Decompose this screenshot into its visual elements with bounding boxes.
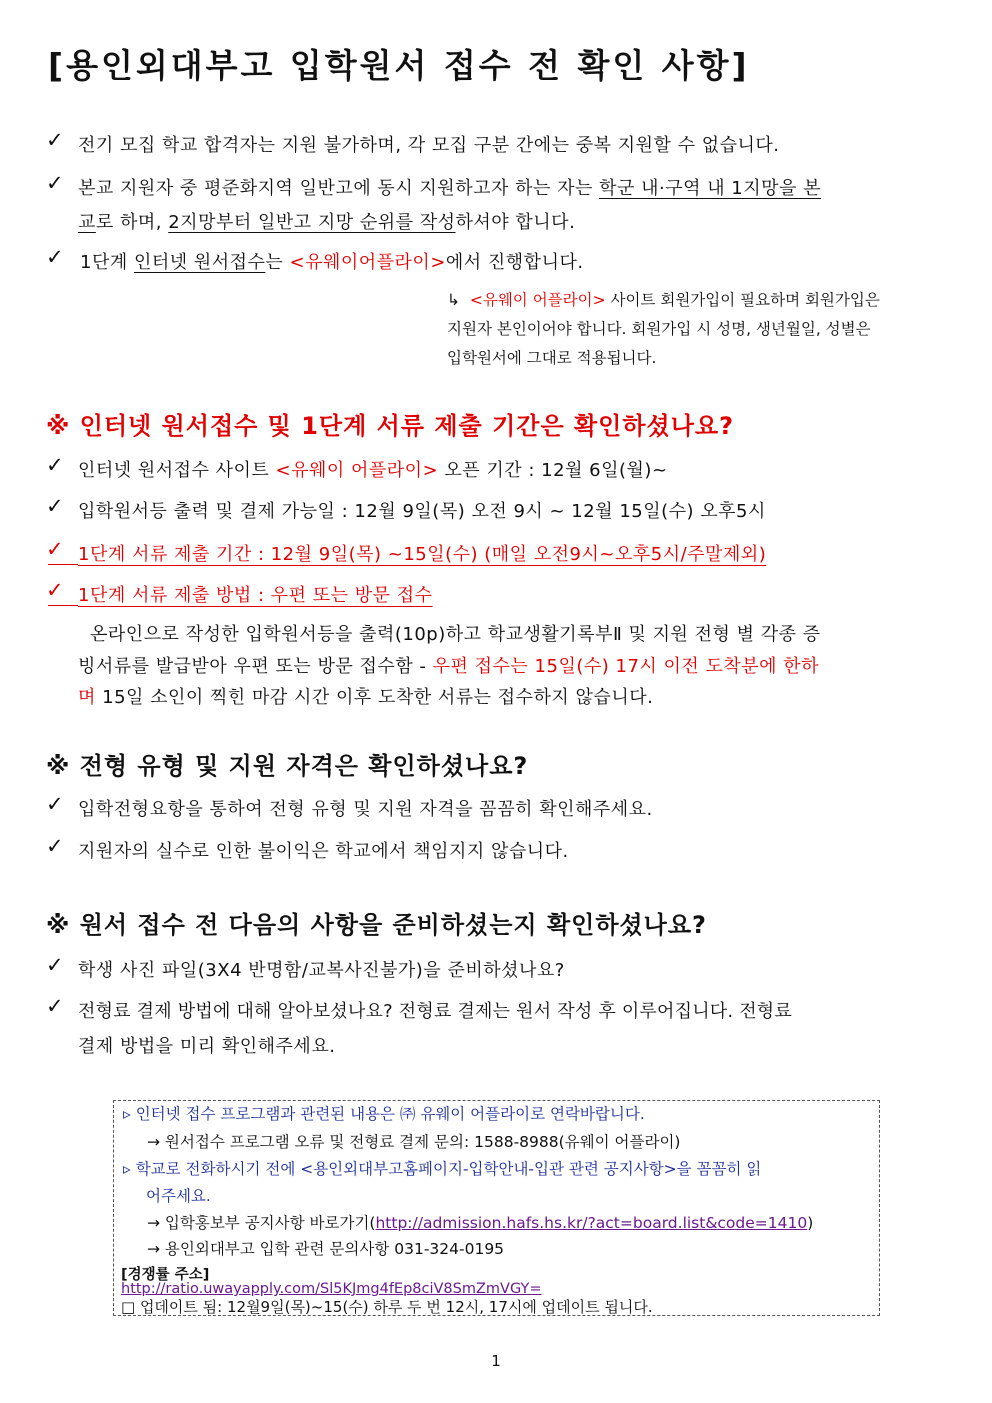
section-1-item-1-text: 인터넷 원서접수 사이트 bbox=[78, 460, 276, 481]
section-1-item-1-text-2: 오픈 기간 : 12월 6일(월)~ bbox=[438, 460, 668, 481]
section-2-heading: ※ 전형 유형 및 지원 자격은 확인하셨나요? bbox=[46, 752, 529, 780]
section-2-item-2: 지원자의 실수로 인한 불이익은 학교에서 책임지지 않습니다. bbox=[78, 841, 569, 862]
intro-item-3-text-2: 는 bbox=[265, 252, 290, 273]
check-icon: ✓ bbox=[46, 453, 64, 477]
note-line-2: 지원자 본인이어야 합니다. 회원가입 시 성명, 생년월일, 성별은 bbox=[447, 320, 871, 338]
note-line-3: 입학원서에 그대로 적용됩니다. bbox=[447, 349, 657, 367]
note-text-1: 사이트 회원가입이 필요하며 회원가입은 bbox=[605, 291, 880, 309]
return-arrow-icon: ↳ bbox=[447, 291, 460, 309]
update-note: □ 업데이트 됨: 12월9일(목)~15(수) 하루 두 번 12시, 17시에 업데이트 됩니다. bbox=[121, 1298, 653, 1316]
check-icon: ✓ bbox=[46, 834, 64, 858]
ratio-link[interactable]: http://ratio.uwayapply.com/Sl5KJmg4fEp8ciV8SmZmVGY= bbox=[121, 1281, 542, 1297]
page-title: [용인외대부고 입학원서 접수 전 확인 사항] bbox=[48, 46, 750, 85]
section-1-item-3: 1단계 서류 제출 기간 : 12월 9일(목) ~15일(수) (매일 오전9시~오후5시/주말제외) bbox=[78, 544, 767, 565]
intro-item-3-text-3: 에서 진행합니다. bbox=[445, 252, 584, 273]
intro-item-2-underlined-cont: 교 bbox=[78, 212, 96, 233]
intro-item-1: 전기 모집 학교 합격자는 지원 불가하며, 각 모집 구분 간에는 중복 지원할 수 없습니다. bbox=[78, 135, 780, 156]
check-icon: ✓ bbox=[46, 994, 64, 1018]
ratio-label: [경쟁률 주소] bbox=[121, 1267, 210, 1283]
check-icon: ✓ bbox=[46, 128, 64, 152]
intro-item-2-line-2 bbox=[78, 208, 575, 234]
check-icon: ✓ bbox=[46, 494, 64, 518]
section-1-paragraph-line-1: 온라인으로 작성한 입학원서등을 출력(10p)하고 학교생활기록부Ⅱ 및 지원 전형 별 각종 증 bbox=[90, 624, 821, 645]
intro-item-2-text: 본교 지원자 중 평준화지역 일반고에 동시 지원하고자 하는 자는 bbox=[78, 178, 600, 199]
intro-item-3-site-name: <유웨이어플라이> bbox=[289, 252, 446, 273]
info-line-5-text: → 입학홍보부 공지사항 바로가기( bbox=[147, 1214, 376, 1232]
check-icon: ✓ bbox=[46, 171, 64, 195]
intro-item-3 bbox=[80, 248, 584, 274]
intro-item-3-underlined: 인터넷 원서접수 bbox=[133, 252, 266, 273]
info-line-4: 어주세요. bbox=[146, 1187, 211, 1205]
intro-item-2-text-2: 로 하며, bbox=[95, 212, 169, 233]
section-1-item-1-site: <유웨이 어플라이> bbox=[275, 460, 439, 481]
section-1-heading: ※ 인터넷 원서접수 및 1단계 서류 제출 기간은 확인하셨나요? bbox=[46, 412, 735, 440]
notice-link[interactable]: http://admission.hafs.hs.kr/?act=board.list&code=1410 bbox=[375, 1214, 808, 1232]
intro-item-2-underlined: 학군 내·구역 내 1지망을 본 bbox=[599, 178, 822, 199]
check-icon: ✓ bbox=[46, 953, 64, 977]
info-line-2: → 원서접수 프로그램 오류 및 전형료 결제 문의: 1588-8988(유웨이 어플라이) bbox=[147, 1133, 681, 1151]
info-line-3: ▹ 학교로 전화하시기 전에 <용인외대부고홈페이지-입학안내-입관 관련 공지사항>을 꼼꼼히 읽 bbox=[123, 1160, 762, 1178]
page-number: 1 bbox=[491, 1352, 501, 1370]
check-icon: ✓ bbox=[46, 245, 64, 269]
section-1-paragraph-text: 빙서류를 발급받아 우편 또는 방문 접수함 - bbox=[78, 656, 433, 677]
underline-extension bbox=[48, 605, 78, 606]
underline-extension bbox=[48, 564, 78, 565]
section-1-item-4: 1단계 서류 제출 방법 : 우편 또는 방문 접수 bbox=[78, 585, 433, 606]
info-line-6: → 용인외대부고 입학 관련 문의사항 031-324-0195 bbox=[147, 1240, 505, 1258]
section-3-item-1: 학생 사진 파일(3X4 반명함/교복사진불가)을 준비하셨나요? bbox=[78, 960, 565, 981]
info-line-5-close: ) bbox=[807, 1214, 814, 1232]
section-1-paragraph-line-3 bbox=[78, 683, 653, 709]
section-1-paragraph-line-2 bbox=[78, 652, 819, 678]
section-1-item-2: 입학원서등 출력 및 결제 가능일 : 12월 9일(목) 오전 9시 ~ 12월 15일(수) 오후5시 bbox=[78, 501, 766, 522]
note-line-1 bbox=[447, 288, 880, 310]
check-icon: ✓ bbox=[46, 537, 64, 561]
intro-item-3-text: 1단계 bbox=[80, 252, 134, 273]
check-icon: ✓ bbox=[46, 792, 64, 816]
section-3-item-2-line-1: 전형료 결제 방법에 대해 알아보셨나요? 전형료 결제는 원서 작성 후 이루어집니다. 전형료 bbox=[78, 1001, 792, 1022]
section-1-item-1 bbox=[78, 456, 668, 482]
info-line-1: ▹ 인터넷 접수 프로그램과 관련된 내용은 ㈜ 유웨이 어플라이로 연락바랍니다. bbox=[123, 1105, 645, 1123]
intro-item-2-underlined-2: 2지망부터 일반고 지망 순위를 작성 bbox=[168, 212, 456, 233]
section-3-item-2-line-2: 결제 방법을 미리 확인해주세요. bbox=[78, 1036, 336, 1057]
section-1-paragraph-red: 우편 접수는 15일(수) 17시 이전 도착분에 한하 bbox=[432, 656, 820, 677]
section-3-heading: ※ 원서 접수 전 다음의 사항을 준비하셨는지 확인하셨나요? bbox=[46, 911, 707, 939]
info-line-5 bbox=[147, 1211, 813, 1233]
intro-item-2-line-1 bbox=[78, 174, 821, 200]
section-1-paragraph-red-2: 며 bbox=[78, 687, 96, 708]
intro-item-2-text-3: 하셔야 합니다. bbox=[455, 212, 576, 233]
section-1-paragraph-text-2: 15일 소인이 찍힌 마감 시간 이후 도착한 서류는 접수하지 않습니다. bbox=[95, 687, 654, 708]
check-icon: ✓ bbox=[46, 578, 64, 602]
note-site-name: <유웨이 어플라이> bbox=[469, 291, 606, 309]
section-2-item-1: 입학전형요항을 통하여 전형 유형 및 지원 자격을 꼼꼼히 확인해주세요. bbox=[78, 799, 653, 820]
